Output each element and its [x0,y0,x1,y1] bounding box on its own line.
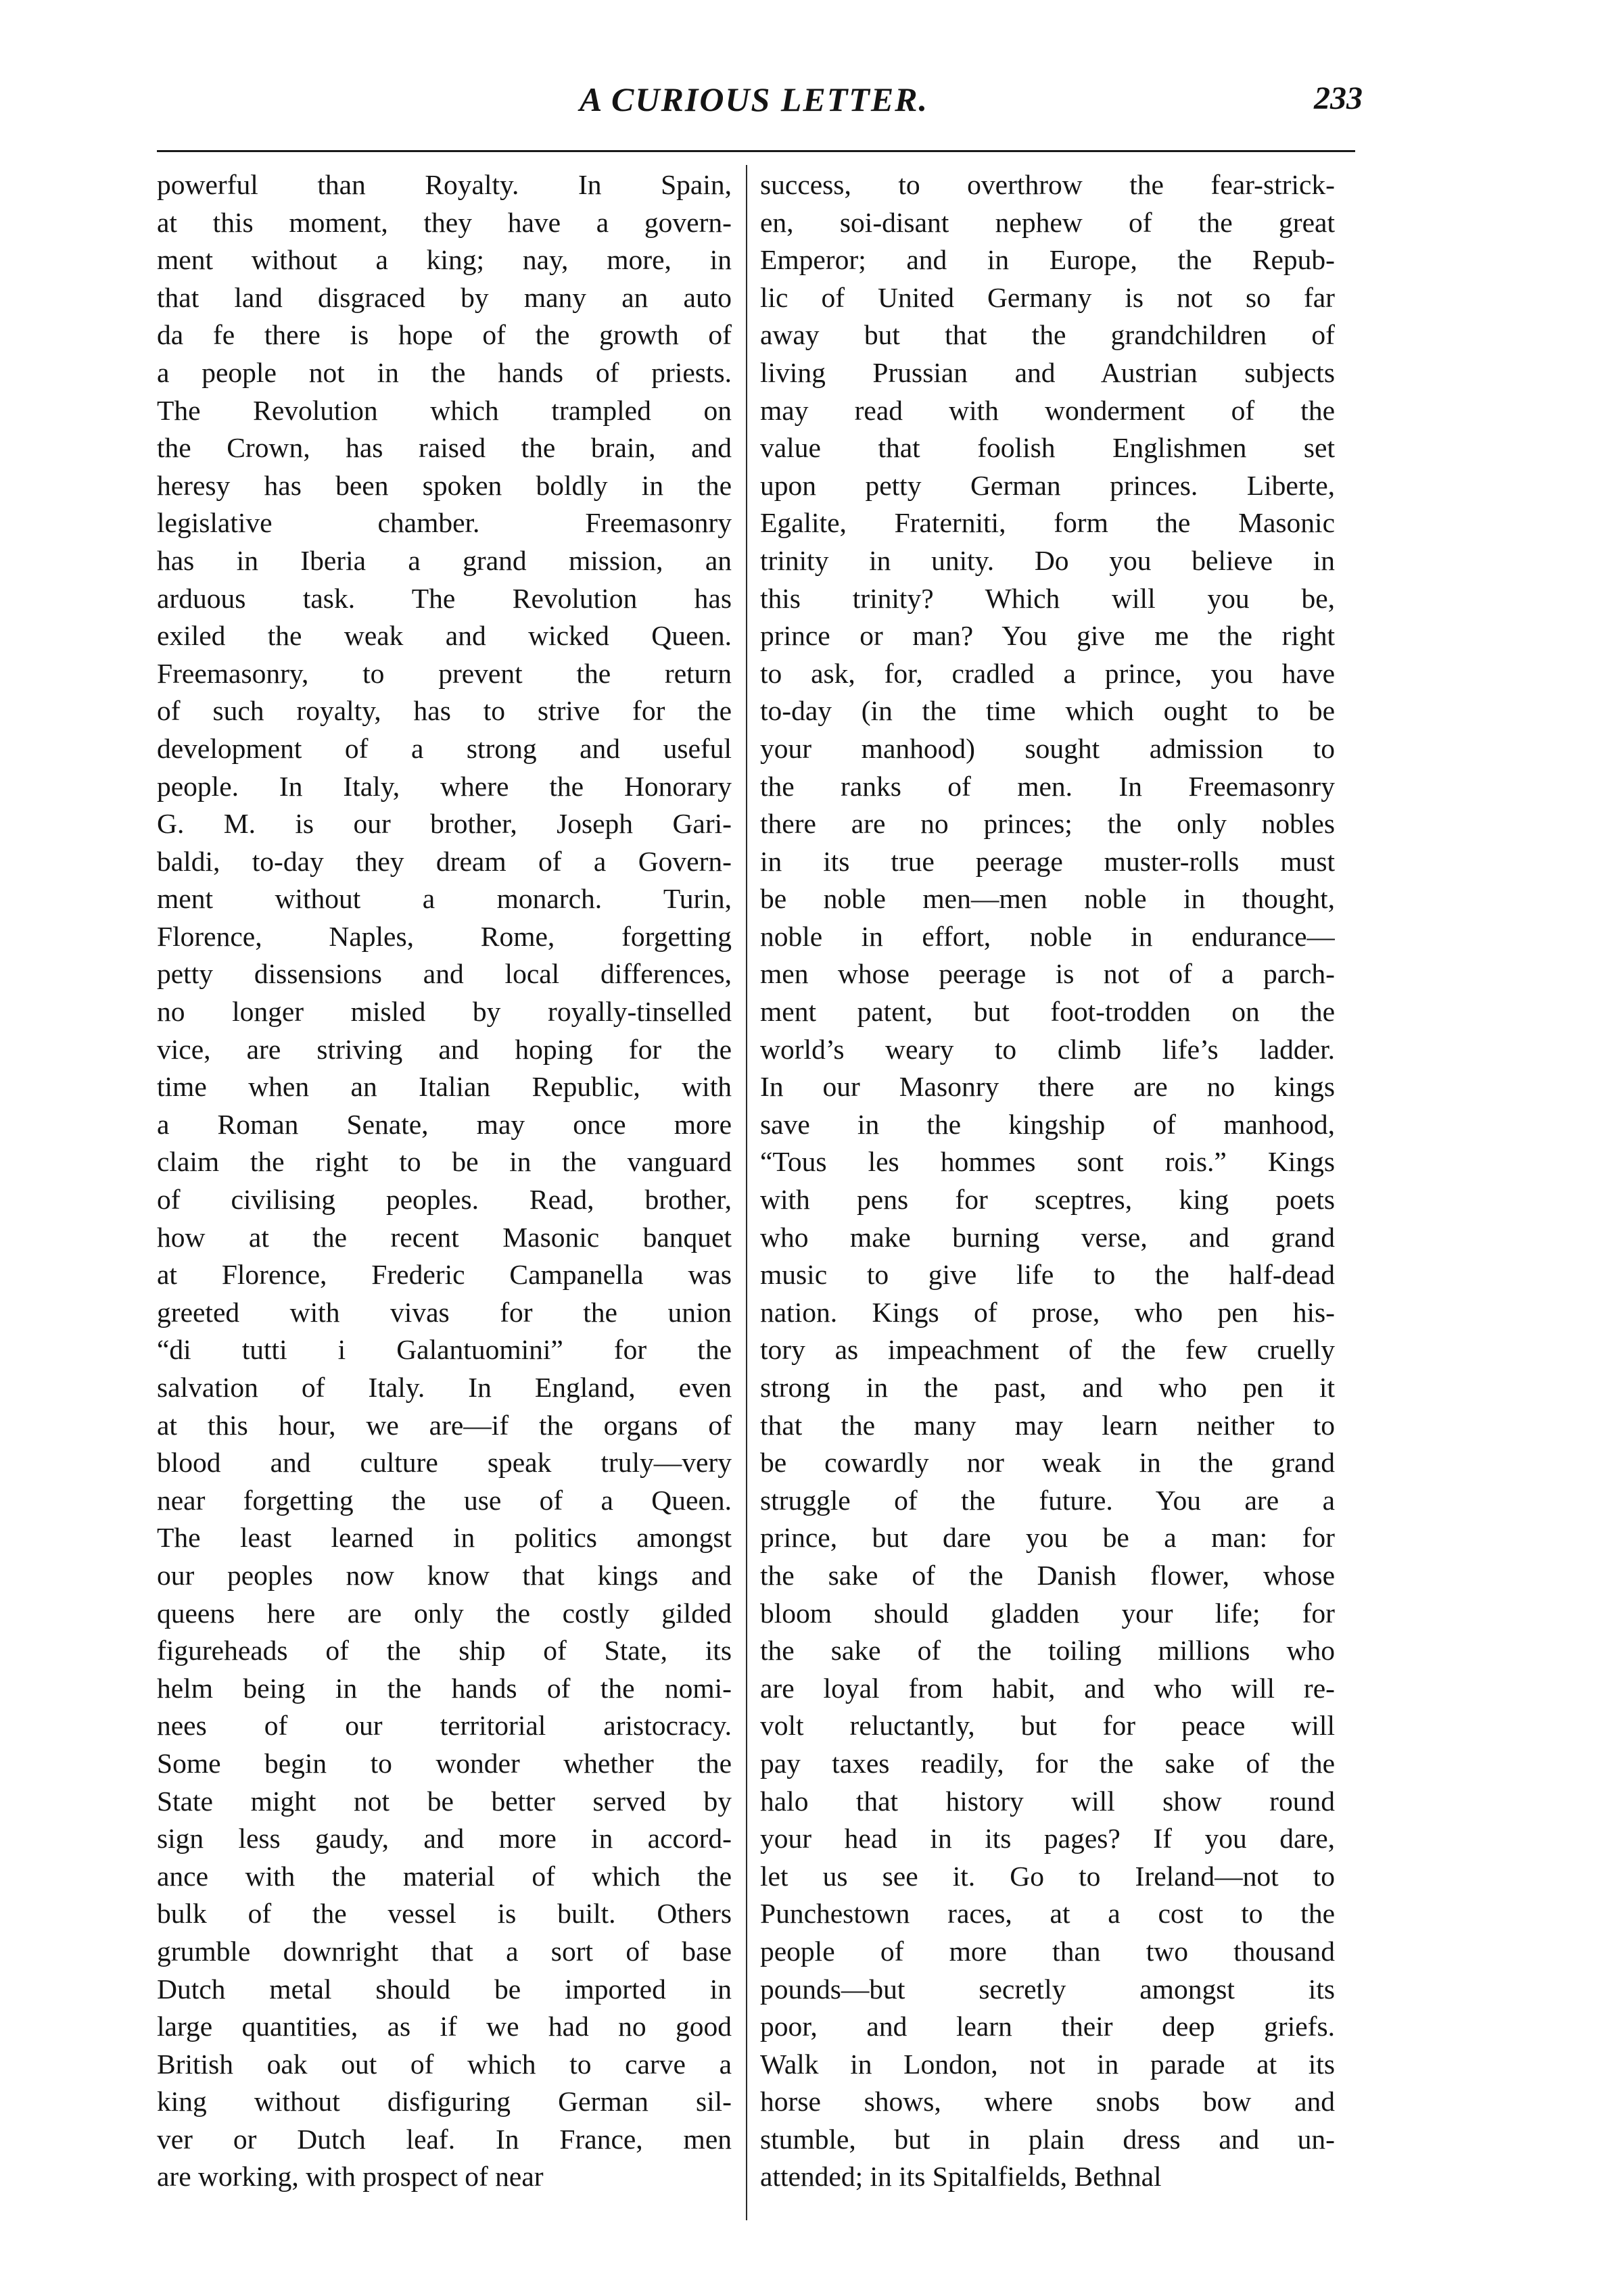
text-line: world’s weary to climb life’s ladder. [760,1033,1335,1065]
running-title: A CURIOUS LETTER. [579,80,929,118]
text-line: claim the right to be in the vanguard [157,1146,732,1178]
text-line: The Revolution which trampled on [157,394,732,426]
text-line: stumble, but in plain dress and un- [760,2123,1335,2155]
text-line: queens here are only the costly gilded [157,1597,732,1629]
text-line: your head in its pages? If you dare, [760,1823,1335,1855]
text-line: “di tutti i Galantuomini” for the [157,1334,732,1366]
text-line: vice, are striving and hoping for the [157,1033,732,1065]
text-line: heresy has been spoken boldly in the [157,469,732,501]
text-line: away but that the grandchildren of [760,319,1335,351]
text-line: that the many may learn neither to [760,1409,1335,1441]
text-line: ment without a king; nay, more, in [157,244,732,276]
text-line: The least learned in politics amongst [157,1522,732,1554]
text-line: pay taxes readily, for the sake of the [760,1747,1335,1779]
text-line: Freemasonry, to prevent the return [157,657,732,689]
column-divider [746,165,747,2220]
text-line: at this hour, we are—if the organs of [157,1409,732,1441]
text-line: lic of United Germany is not so far [760,281,1335,313]
text-line: Walk in London, not in parade at its [760,2048,1335,2080]
text-line: our peoples now know that kings and [157,1559,732,1591]
text-line: no longer misled by royally-tinselled [157,996,732,1028]
text-line: tory as impeachment of the few cruelly [760,1334,1335,1366]
text-line: people. In Italy, where the Honorary [157,770,732,802]
text-line: nation. Kings of prose, who pen his- [760,1296,1335,1328]
text-line: with pens for sceptres, king poets [760,1184,1335,1216]
text-line: State might not be better served by [157,1785,732,1817]
running-head [145,80,1363,134]
text-line: “Tous les hommes sont rois.” Kings [760,1146,1335,1178]
text-line: of such royalty, has to strive for the [157,695,732,727]
text-line: upon petty German princes. Liberte, [760,469,1335,501]
text-line: Some begin to wonder whether the [157,1747,732,1779]
text-line: baldi, to-day they dream of a Govern- [157,845,732,877]
text-line: the sake of the toiling millions who [760,1635,1335,1667]
text-line: salvation of Italy. In England, even [157,1372,732,1403]
text-line: ver or Dutch leaf. In France, men [157,2123,732,2155]
text-line: to-day (in the time which ought to be [760,695,1335,727]
text-line: this trinity? Which will you be, [760,582,1335,614]
text-line: success, to overthrow the fear-strick- [760,169,1335,200]
text-line: may read with wonderment of the [760,394,1335,426]
header-rule [157,150,1355,152]
text-line: British oak out of which to carve a [157,2048,732,2080]
text-line: a Roman Senate, may once more [157,1108,732,1140]
text-line: ance with the material of which the [157,1860,732,1892]
text-line: that land disgraced by many an auto [157,281,732,313]
text-line: who make burning verse, and grand [760,1221,1335,1253]
text-line: be noble men—men noble in thought, [760,883,1335,915]
text-line: let us see it. Go to Ireland—not to [760,1860,1335,1892]
text-line: how at the recent Masonic banquet [157,1221,732,1253]
text-line: are loyal from habit, and who will re- [760,1672,1335,1704]
text-line: Florence, Naples, Rome, forgetting [157,920,732,952]
text-line: large quantities, as if we had no good [157,2011,732,2042]
text-line: to ask, for, cradled a prince, you have [760,657,1335,689]
text-line: Emperor; and in Europe, the Repub- [760,244,1335,276]
page-number: 233 [1314,80,1363,116]
text-line: nees of our territorial aristocracy. [157,1710,732,1742]
text-line: ment without a monarch. Turin, [157,883,732,915]
text-line: value that foolish Englishmen set [760,432,1335,464]
text-line: en, soi-disant nephew of the great [760,206,1335,238]
text-line: Dutch metal should be imported in [157,1973,732,2005]
text-line: halo that history will show round [760,1785,1335,1817]
left-text-column [157,166,732,2196]
text-line: G. M. is our brother, Joseph Gari- [157,808,732,840]
text-line: people of more than two thousand [760,1935,1335,1967]
text-line: bloom should gladden your life; for [760,1597,1335,1629]
text-line: the Crown, has raised the brain, and [157,432,732,464]
text-line: arduous task. The Revolution has [157,582,732,614]
text-line: grumble downright that a sort of base [157,1935,732,1967]
text-line: Punchestown races, at a cost to the [760,1898,1335,1930]
text-line: sign less gaudy, and more in accord- [157,1823,732,1855]
right-text-column [760,166,1335,2196]
text-line: at Florence, Frederic Campanella was [157,1259,732,1291]
text-line: figureheads of the ship of State, its [157,1635,732,1667]
text-line: attended; in its Spitalfields, Bethnal [760,2161,1162,2193]
text-line: bulk of the vessel is built. Others [157,1898,732,1930]
text-line: has in Iberia a grand mission, an [157,544,732,576]
text-line: be cowardly nor weak in the grand [760,1447,1335,1479]
text-line: ment patent, but foot-trodden on the [760,996,1335,1028]
text-line: a people not in the hands of priests. [157,356,732,388]
text-line: struggle of the future. You are a [760,1484,1335,1516]
text-line: time when an Italian Republic, with [157,1071,732,1103]
text-line: noble in effort, noble in endurance— [760,920,1335,952]
text-line: the sake of the Danish flower, whose [760,1559,1335,1591]
text-line: at this moment, they have a govern- [157,206,732,238]
text-line: legislative chamber. Freemasonry [157,507,732,539]
text-line: are working, with prospect of near [157,2161,544,2193]
text-line: poor, and learn their deep griefs. [760,2011,1335,2042]
text-line: trinity in unity. Do you believe in [760,544,1335,576]
text-line: of civilising peoples. Read, brother, [157,1184,732,1216]
text-line: the ranks of men. In Freemasonry [760,770,1335,802]
text-line: men whose peerage is not of a parch- [760,958,1335,990]
text-line: music to give life to the half-dead [760,1259,1335,1291]
text-line: save in the kingship of manhood, [760,1108,1335,1140]
text-line: petty dissensions and local differences, [157,958,732,990]
text-line: pounds—but secretly amongst its [760,1973,1335,2005]
text-line: prince, but dare you be a man: for [760,1522,1335,1554]
text-line: da fe there is hope of the growth of [157,319,732,351]
text-line: greeted with vivas for the union [157,1296,732,1328]
text-line: horse shows, where snobs bow and [760,2086,1335,2118]
text-line: living Prussian and Austrian subjects [760,356,1335,388]
text-line: king without disfiguring German sil- [157,2086,732,2118]
text-line: development of a strong and useful [157,732,732,764]
text-line: In our Masonry there are no kings [760,1071,1335,1103]
text-line: Egalite, Fraterniti, form the Masonic [760,507,1335,539]
text-line: your manhood) sought admission to [760,732,1335,764]
text-line: exiled the weak and wicked Queen. [157,620,732,652]
text-line: prince or man? You give me the right [760,620,1335,652]
text-line: blood and culture speak truly—very [157,1447,732,1479]
text-line: volt reluctantly, but for peace will [760,1710,1335,1742]
text-line: near forgetting the use of a Queen. [157,1484,732,1516]
text-line: helm being in the hands of the nomi- [157,1672,732,1704]
text-line: there are no princes; the only nobles [760,808,1335,840]
text-line: strong in the past, and who pen it [760,1372,1335,1403]
text-line: in its true peerage muster-rolls must [760,845,1335,877]
text-line: powerful than Royalty. In Spain, [157,169,732,200]
